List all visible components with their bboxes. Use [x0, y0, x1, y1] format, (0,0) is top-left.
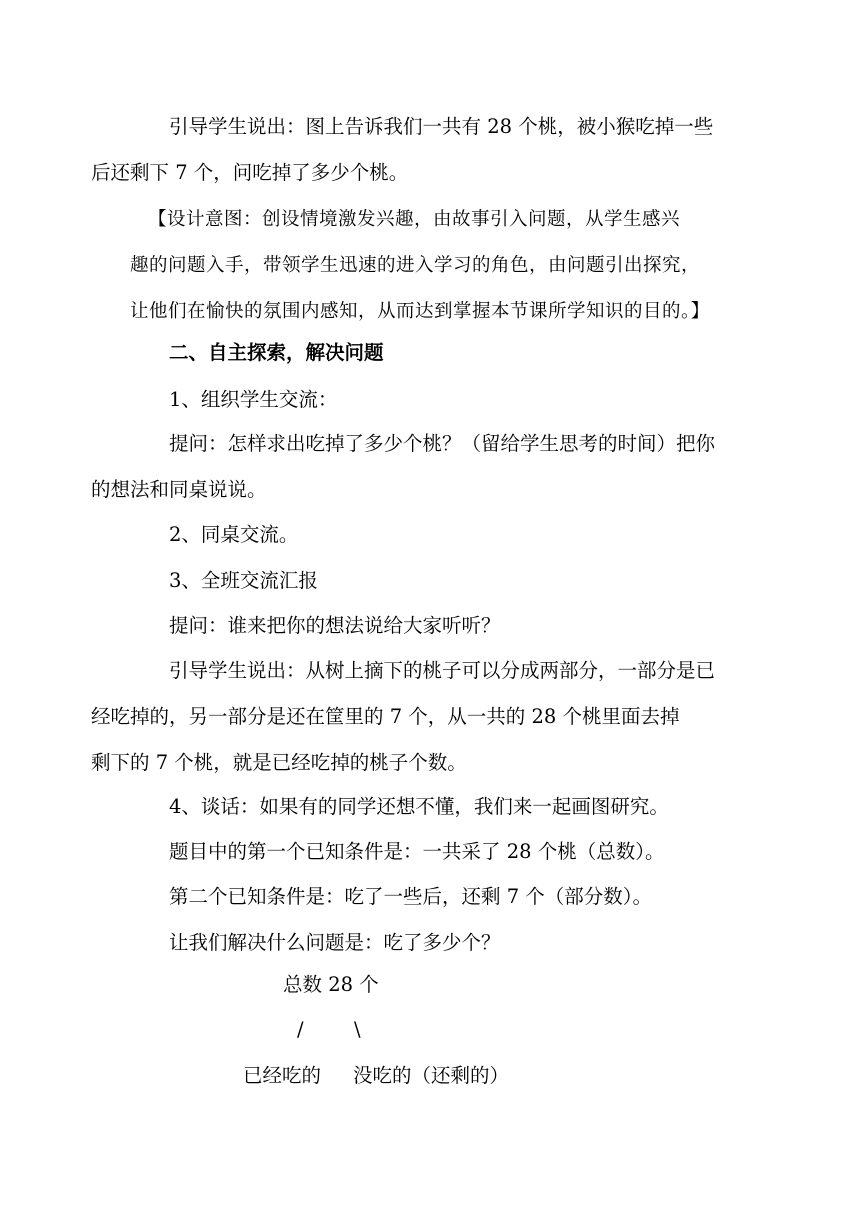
paragraph-design-intent: 【设计意图：创设情境激发兴趣，由故事引入问题，从学生感兴 趣的问题入手，带领学生迅速的进入学习的角色，由问题引出探究， 让他们在愉快的氛围内感知，从而达到掌握本节课所学知识的目的。】: [130, 209, 710, 322]
tree-total-label: 总数 28 个: [283, 973, 379, 996]
condition-2: 第二个已知条件是：吃了一些后，还剩 7 个（部分数）。: [169, 885, 653, 908]
tree-left-branch: /: [297, 1018, 304, 1041]
tree-right-branch: \: [354, 1018, 361, 1041]
step-1: 1、组织学生交流：: [169, 388, 338, 411]
section-heading: 二、自主探索，解决问题: [169, 341, 384, 364]
tree-remaining-label: 没吃的（还剩的）: [353, 1064, 510, 1087]
condition-1: 题目中的第一个已知条件是：一共采了 28 个桃（总数）。: [169, 840, 665, 863]
step-2: 2、同桌交流。: [169, 523, 299, 546]
step-4: 4、谈话：如果有的同学还想不懂，我们来一起画图研究。: [169, 795, 669, 818]
tree-eaten-label: 已经吃的: [243, 1064, 322, 1087]
question-2: 提问：谁来把你的想法说给大家听听？: [169, 614, 501, 637]
problem-statement: 让我们解决什么问题是：吃了多少个？: [169, 931, 501, 954]
step-3: 3、全班交流汇报: [169, 569, 318, 592]
paragraph-question-1: 提问：怎样求出吃掉了多少个桃？（留给学生思考的时间）把你 的想法和同桌说说。: [91, 432, 716, 501]
paragraph-intro: 引导学生说出：图上告诉我们一共有 28 个桃，被小猴吃掉一些 后还剩下 7 个，问吃掉了多少个桃。: [91, 115, 714, 184]
paragraph-guide-2: 引导学生说出：从树上摘下的桃子可以分成两部分，一部分是已 经吃掉的，另一部分是还在筐里的 7 个，从一共的 28 个桃里面去掉 剩下的 7 个桃，就是已经吃掉的桃子个数。: [91, 659, 716, 774]
